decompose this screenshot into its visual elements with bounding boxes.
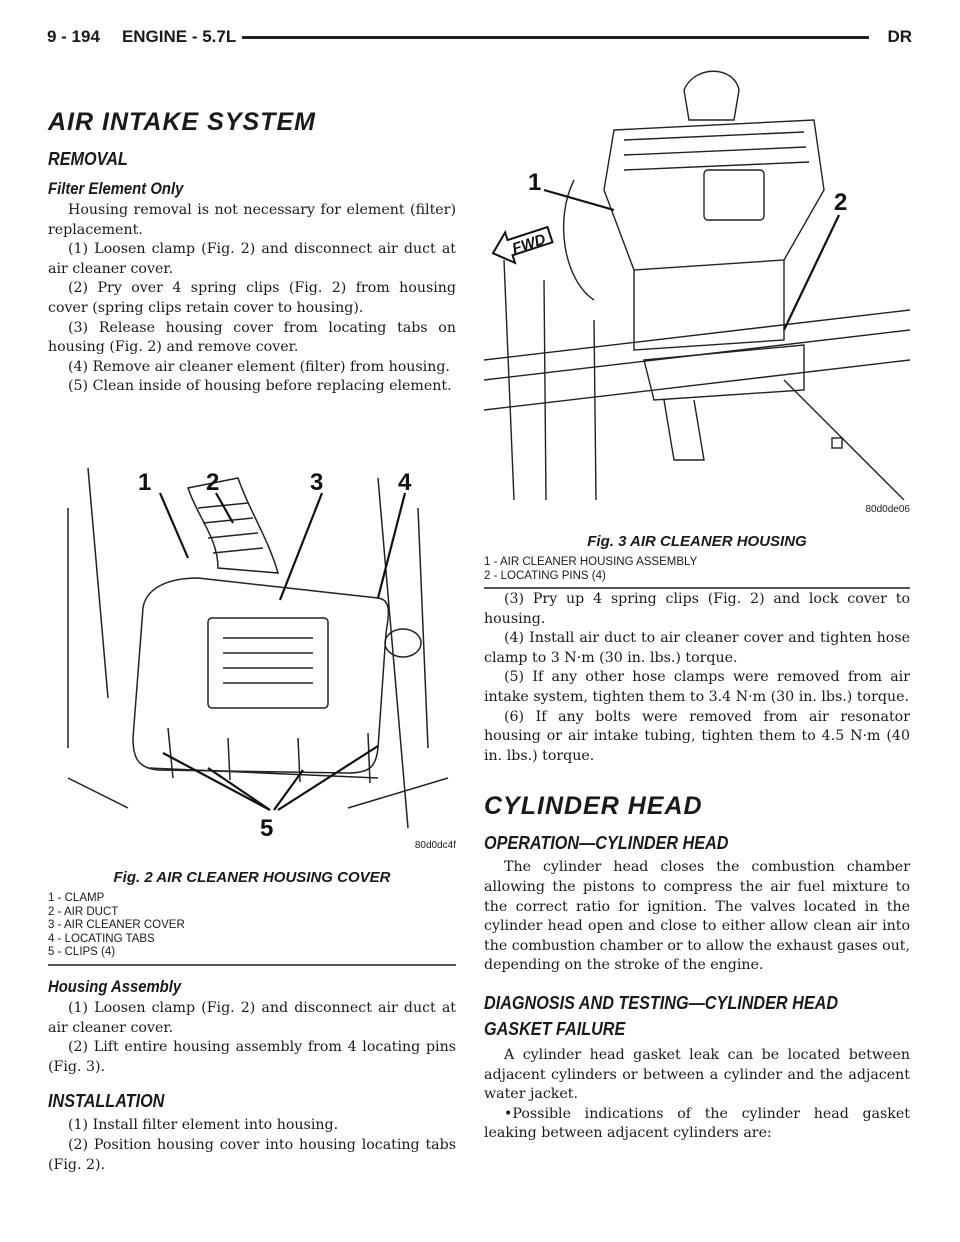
paragraph: (1) Loosen clamp (Fig. 2) and disconnect air duct at air cleaner cover.	[48, 1000, 456, 1036]
figure-2	[48, 448, 456, 966]
heading-installation: INSTALLATION	[48, 1091, 165, 1112]
air-cleaner-housing-illustration	[484, 60, 910, 500]
legend-item: 1 - AIR CLEANER HOUSING ASSEMBLY	[484, 556, 698, 568]
callout-2: 2	[206, 469, 220, 496]
figure-3	[484, 60, 910, 589]
paragraph: •Possible indications of the cylinder head gasket leaking between adjacent cylinders are:	[484, 1105, 910, 1142]
paragraph: (3) Pry up 4 spring clips (Fig. 2) and lock cover to housing.	[484, 591, 910, 627]
paragraph: (1) Install filter element into housing.	[68, 1117, 339, 1134]
legend-item: 1 - CLAMP	[48, 892, 105, 904]
legend-item: 2 - AIR DUCT	[48, 905, 119, 918]
legend-item: 5 - CLIPS (4)	[48, 946, 116, 959]
callout-2: 2	[834, 189, 848, 216]
paragraph: Housing removal is not necessary for element (filter) replacement.	[48, 202, 456, 238]
section-title: ENGINE - 5.7L	[121, 27, 237, 46]
callout-3: 3	[310, 469, 324, 496]
left-column	[48, 108, 456, 397]
heading-filter-element: Filter Element Only	[48, 180, 184, 198]
legend-item: 3 - AIR CLEANER COVER	[48, 919, 185, 932]
left-column-lower	[48, 968, 456, 1175]
paragraph: (4) Install air duct to air cleaner cover and tighten hose clamp to 3 N·m (30 in. lbs.) torque.	[484, 630, 910, 666]
heading-diagnosis: DIAGNOSIS AND TESTING—CYLINDER HEAD GASKET FAILURE	[484, 992, 839, 1039]
paragraph: (4) Remove air cleaner element (filter) from housing.	[68, 358, 450, 375]
paragraph: (5) If any other hose clamps were removed from air intake system, tighten them to 3.4 N·m (30 in. lbs.) torque.	[484, 669, 910, 705]
section-heading-cylinder-head: CYLINDER HEAD	[484, 792, 703, 821]
heading-operation: OPERATION—CYLINDER HEAD	[484, 833, 729, 854]
paragraph: (2) Lift entire housing assembly from 4 locating pins (Fig. 3).	[48, 1039, 456, 1075]
header-rule	[242, 36, 869, 39]
paragraph: (1) Loosen clamp (Fig. 2) and disconnect air duct at air cleaner cover.	[48, 241, 456, 277]
paragraph: A cylinder head gasket leak can be located between adjacent cylinders or between a cylinder and the adjacent water jacket.	[484, 1046, 910, 1103]
paragraph: The cylinder head closes the combustion chamber allowing the pistons to compress the air fuel mixture to the correct ratio for ignition. The valves located in the cylinder head open and close to either allow clean air into the combustion chamber or to allow the exhaust gases out, depending on the stroke of the engine.	[484, 859, 910, 974]
heading-housing-assembly: Housing Assembly	[48, 978, 182, 996]
paragraph: (3) Release housing cover from locating tabs on housing (Fig. 2) and remove cover.	[48, 319, 456, 356]
callout-5: 5	[260, 815, 274, 842]
callout-4: 4	[398, 469, 412, 496]
page-header	[47, 22, 912, 52]
figure-rule	[48, 964, 456, 966]
figure-rule	[484, 587, 910, 589]
page-number: 9 - 194	[47, 27, 100, 46]
figure-caption: Fig. 2 AIR CLEANER HOUSING COVER	[113, 869, 391, 886]
callout-1: 1	[528, 169, 542, 196]
fwd-label: FWD	[510, 230, 548, 258]
paragraph: (6) If any bolts were removed from air resonator housing or air intake tubing, tighten them to 4.5 N·m (40 in. lbs.) torque.	[484, 708, 910, 764]
model-code: DR	[887, 27, 912, 46]
air-cleaner-cover-illustration	[48, 448, 456, 848]
figure-code: 80d0de06	[865, 504, 910, 515]
callout-1: 1	[138, 469, 152, 496]
figure-legend	[48, 892, 456, 960]
legend-item: 2 - LOCATING PINS (4)	[484, 569, 606, 582]
paragraph: (2) Pry over 4 spring clips (Fig. 2) from housing cover (spring clips retain cover to housing).	[48, 280, 456, 316]
figure-caption: Fig. 3 AIR CLEANER HOUSING	[587, 533, 807, 550]
figure-legend	[484, 556, 910, 583]
paragraph: (2) Position housing cover into housing locating tabs (Fig. 2).	[48, 1136, 456, 1173]
section-heading-air-intake: AIR INTAKE SYSTEM	[48, 108, 316, 136]
legend-item: 4 - LOCATING TABS	[48, 932, 155, 945]
right-column	[484, 590, 910, 1144]
paragraph: (5) Clean inside of housing before replacing element.	[68, 378, 452, 395]
heading-removal: REMOVAL	[48, 149, 128, 169]
figure-code: 80d0dc4f	[414, 840, 456, 851]
